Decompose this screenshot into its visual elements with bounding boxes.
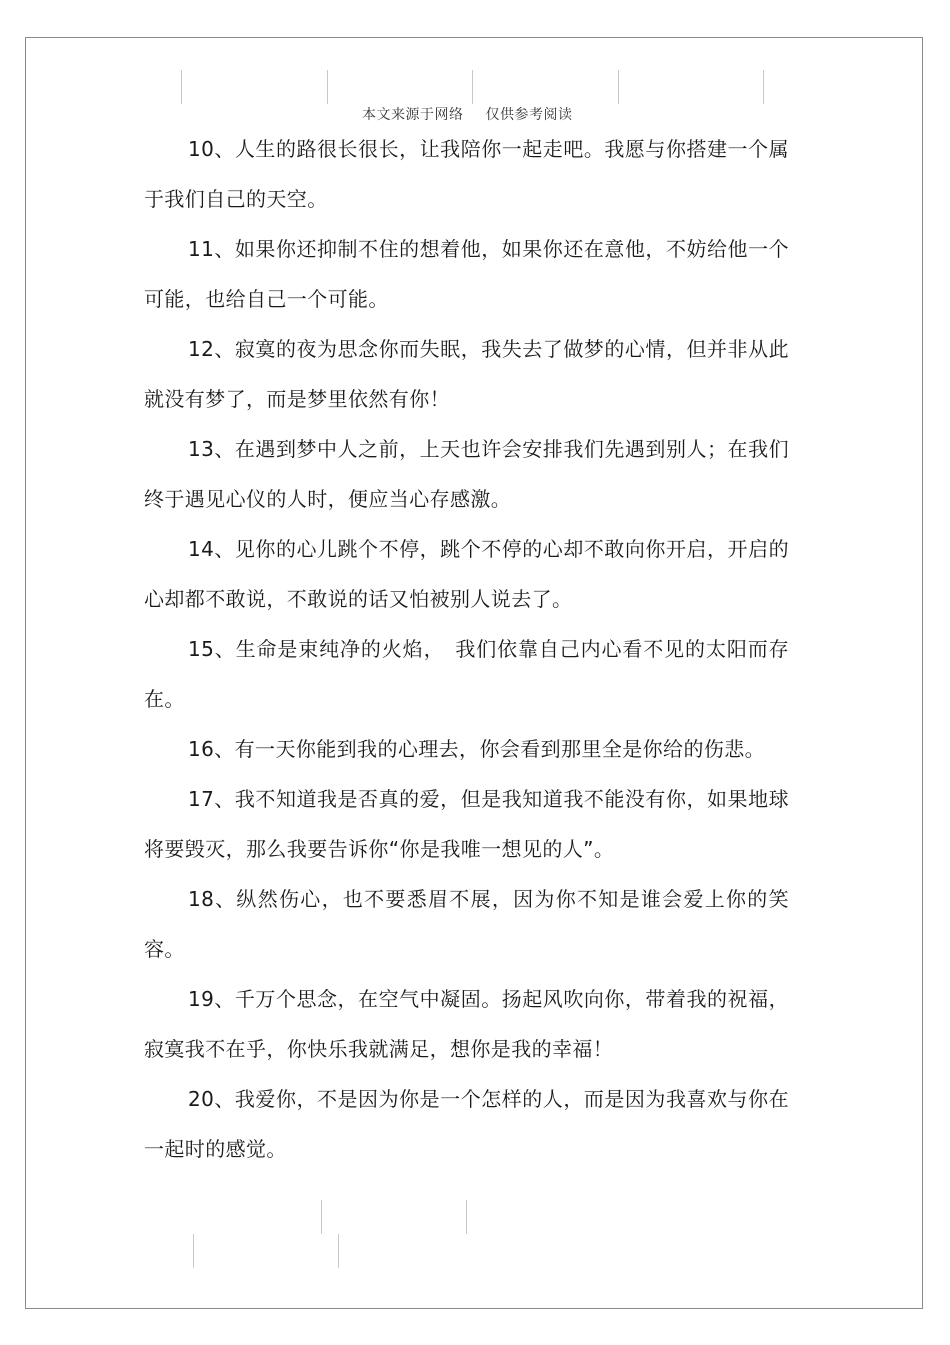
paragraph-16: 16、有一天你能到我的心理去，你会看到那里全是你给的伤悲。 (188, 737, 766, 761)
top-tick-mark (618, 70, 619, 104)
paragraph-15: 15、生命是束纯净的火焰， 我们依靠自己内心看不见的太阳而存在。 (144, 637, 789, 711)
top-tick-mark (181, 70, 182, 104)
top-tick-mark (327, 70, 328, 104)
paragraph-11: 11、如果你还抑制不住的想着他，如果你还在意他，不妨给他一个可能，也给自己一个可能。 (144, 237, 789, 311)
bottom-tick-mark (193, 1234, 194, 1268)
paragraph-19: 19、千万个思念，在空气中凝固。扬起风吹向你，带着我的祝福，寂寞我不在乎，你快乐我就满足，想你是我的幸福！ (144, 987, 789, 1061)
paragraph-20: 20、我爱你，不是因为你是一个怎样的人，而是因为我喜欢与你在一起时的感觉。 (144, 1087, 789, 1161)
paragraph-18: 18、纵然伤心，也不要悉眉不展，因为你不知是谁会爱上你的笑容。 (144, 887, 789, 961)
paragraph-14: 14、见你的心儿跳个不停，跳个不停的心却不敢向你开启，开启的心却都不敢说，不敢说的话又怕被别人说去了。 (144, 537, 789, 611)
document-body (144, 124, 789, 1174)
header-reading-note: 仅供参考阅读 (485, 107, 573, 123)
paragraph-13: 13、在遇到梦中人之前，上天也许会安排我们先遇到别人；在我们终于遇见心仪的人时，便应当心存感激。 (144, 437, 789, 511)
page-header (362, 104, 573, 124)
paragraph-10: 10、人生的路很长很长，让我陪你一起走吧。我愿与你搭建一个属于我们自己的天空。 (144, 137, 789, 211)
bottom-tick-mark (466, 1200, 467, 1234)
bottom-tick-mark (321, 1200, 322, 1234)
top-tick-mark (472, 70, 473, 104)
paragraph-17: 17、我不知道我是否真的爱，但是我知道我不能没有你，如果地球将要毁灭，那么我要告诉你“你是我唯一想见的人”。 (144, 787, 789, 861)
top-tick-mark (763, 70, 764, 104)
paragraph-12: 12、寂寞的夜为思念你而失眠，我失去了做梦的心情，但并非从此就没有梦了，而是梦里依然有你！ (144, 337, 789, 411)
bottom-tick-mark (338, 1234, 339, 1268)
header-source-note: 本文来源于网络 (362, 107, 464, 123)
